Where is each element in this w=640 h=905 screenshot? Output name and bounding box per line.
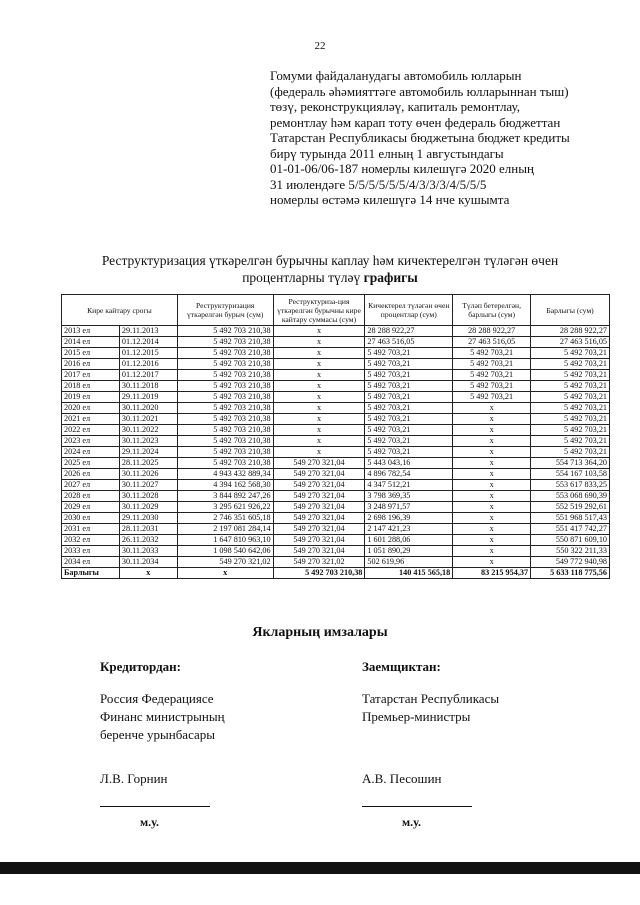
- row-debt: 2 197 081 284,14: [177, 524, 273, 535]
- table-row: [62, 392, 610, 403]
- row-total: 5 492 703,21: [531, 359, 610, 370]
- scan-edge-bar: [0, 862, 640, 874]
- heading-line-2-bold: графигы: [363, 270, 418, 285]
- row-total: 550 871 609,10: [531, 535, 610, 546]
- heading-line-2: [40, 269, 620, 286]
- row-repayment: 549 270 321,04: [273, 535, 365, 546]
- row-debt: 5 492 703 210,38: [177, 403, 273, 414]
- table-row: [62, 491, 610, 502]
- appendix-line: төзү, реконструкцияләү, капиталь ремонтлау,: [270, 99, 520, 114]
- row-debt: 5 492 703 210,38: [177, 425, 273, 436]
- row-repayment: x: [273, 436, 365, 447]
- row-debt: 549 270 321,02: [177, 557, 273, 568]
- row-date: 26.11.2032: [119, 535, 177, 546]
- row-debt: 1 647 810 963,10: [177, 535, 273, 546]
- row-interest: 5 492 703,21: [365, 359, 453, 370]
- table-row: [62, 370, 610, 381]
- row-date: 01.12.2015: [119, 348, 177, 359]
- appendix-line: ремонтлау һәм карап тоту өчен федераль бюджеттан: [270, 114, 561, 130]
- row-debt: 3 295 621 926,22: [177, 502, 273, 513]
- table-row: [62, 546, 610, 557]
- row-repayment: 549 270 321,04: [273, 491, 365, 502]
- schedule-heading: [40, 252, 620, 286]
- row-total: 554 167 103,58: [531, 469, 610, 480]
- borrower-signatory-name: А.В. Песошин: [362, 771, 442, 786]
- row-paid: x: [453, 447, 531, 458]
- row-interest: 3 248 971,57: [365, 502, 453, 513]
- row-repayment: x: [273, 392, 365, 403]
- row-debt: 5 492 703 210,38: [177, 414, 273, 425]
- appendix-line: бирү турында 2011 елның 1 августындагы: [270, 145, 504, 161]
- row-interest: 1 051 890,29: [365, 546, 453, 557]
- row-paid: x: [453, 546, 531, 557]
- row-year: 2029 ел: [62, 502, 120, 513]
- row-date: 01.12.2016: [119, 359, 177, 370]
- row-date: 29.11.2019: [119, 392, 177, 403]
- row-interest: 5 492 703,21: [365, 348, 453, 359]
- table-row: [62, 447, 610, 458]
- total-total: 5 633 118 775,56: [531, 568, 610, 579]
- row-date: 01.12.2014: [119, 337, 177, 348]
- header-term: Кире кайтару срогы: [62, 295, 178, 326]
- row-interest: 5 492 703,21: [365, 436, 453, 447]
- row-total: 5 492 703,21: [531, 370, 610, 381]
- row-repayment: x: [273, 425, 365, 436]
- row-date: 30.11.2034: [119, 557, 177, 568]
- row-date: 30.11.2021: [119, 414, 177, 425]
- row-debt: 5 492 703 210,38: [177, 337, 273, 348]
- table-row: [62, 557, 610, 568]
- row-year: 2013 ел: [62, 326, 120, 337]
- row-date: 28.11.2025: [119, 458, 177, 469]
- table-row: [62, 348, 610, 359]
- creditor-org-line: беренче урынбасары: [100, 727, 216, 742]
- borrower-org-line: Премьер-министры: [362, 709, 471, 724]
- row-total: 27 463 516,05: [531, 337, 610, 348]
- row-interest: 28 288 922,27: [365, 326, 453, 337]
- borrower-role: Заемщиктан:: [362, 659, 441, 674]
- row-year: 2014 ел: [62, 337, 120, 348]
- row-total: 5 492 703,21: [531, 348, 610, 359]
- row-paid: x: [453, 502, 531, 513]
- row-year: 2020 ел: [62, 403, 120, 414]
- row-total: 553 617 833,25: [531, 480, 610, 491]
- row-paid: x: [453, 458, 531, 469]
- total-repayment: 5 492 703 210,38: [273, 568, 365, 579]
- row-year: 2026 ел: [62, 469, 120, 480]
- header-repayment: Реструктуриза-ция үткәрелгән бурычны кире кайтару суммасы (сум): [273, 295, 365, 326]
- row-year: 2034 ел: [62, 557, 120, 568]
- borrower-signature-block: [362, 658, 602, 831]
- row-repayment: x: [273, 370, 365, 381]
- row-date: 01.12.2017: [119, 370, 177, 381]
- header-debt: Реструктуризация үткәрелгән бурыч (сум): [177, 295, 273, 326]
- total-interest: 140 415 565,18: [365, 568, 453, 579]
- table-header-row: [62, 295, 610, 326]
- appendix-note: [270, 68, 610, 208]
- row-paid: x: [453, 491, 531, 502]
- row-total: 5 492 703,21: [531, 392, 610, 403]
- row-paid: 27 463 516,05: [453, 337, 531, 348]
- row-total: 554 713 364,20: [531, 458, 610, 469]
- row-total: 549 772 940,98: [531, 557, 610, 568]
- appendix-line: 01-01-06/06-187 номерлы килешүгә 2020 елның: [270, 161, 534, 176]
- row-paid: x: [453, 436, 531, 447]
- creditor-signature-block: [100, 658, 320, 831]
- row-interest: 5 492 703,21: [365, 370, 453, 381]
- row-year: 2025 ел: [62, 458, 120, 469]
- header-interest: Кичектерел түләгән өчен процентлар (сум): [365, 295, 453, 326]
- row-total: 550 322 211,33: [531, 546, 610, 557]
- table-row: [62, 326, 610, 337]
- repayment-schedule-table: [61, 294, 610, 579]
- table-row: [62, 469, 610, 480]
- row-debt: 4 394 162 568,30: [177, 480, 273, 491]
- row-interest: 3 798 369,35: [365, 491, 453, 502]
- appendix-line: Гомуми файдаланудагы автомобиль юлларын: [270, 68, 522, 83]
- row-repayment: x: [273, 414, 365, 425]
- row-date: 30.11.2018: [119, 381, 177, 392]
- row-total: 5 492 703,21: [531, 414, 610, 425]
- row-date: 30.11.2028: [119, 491, 177, 502]
- row-debt: 4 943 432 889,34: [177, 469, 273, 480]
- row-interest: 5 492 703,21: [365, 381, 453, 392]
- row-date: 28.11.2031: [119, 524, 177, 535]
- row-repayment: 549 270 321,04: [273, 458, 365, 469]
- row-debt: 5 492 703 210,38: [177, 392, 273, 403]
- table-row: [62, 337, 610, 348]
- row-interest: 5 492 703,21: [365, 392, 453, 403]
- row-total: 551 417 742,27: [531, 524, 610, 535]
- borrower-org-line: Татарстан Республикасы: [362, 691, 500, 706]
- row-debt: 5 492 703 210,38: [177, 348, 273, 359]
- row-interest: 5 492 703,21: [365, 447, 453, 458]
- borrower-spacer: [362, 726, 602, 744]
- row-paid: x: [453, 414, 531, 425]
- row-paid: 5 492 703,21: [453, 348, 531, 359]
- row-date: 29.11.2030: [119, 513, 177, 524]
- row-date: 30.11.2026: [119, 469, 177, 480]
- row-year: 2027 ел: [62, 480, 120, 491]
- row-paid: x: [453, 557, 531, 568]
- row-total: 551 968 517,43: [531, 513, 610, 524]
- table-row: [62, 502, 610, 513]
- row-paid: x: [453, 425, 531, 436]
- row-paid: x: [453, 513, 531, 524]
- row-repayment: 549 270 321,04: [273, 546, 365, 557]
- row-year: 2016 ел: [62, 359, 120, 370]
- row-year: 2019 ел: [62, 392, 120, 403]
- row-year: 2024 ел: [62, 447, 120, 458]
- row-interest: 502 619,96: [365, 557, 453, 568]
- table-row: [62, 436, 610, 447]
- row-year: 2031 ел: [62, 524, 120, 535]
- row-year: 2030 ел: [62, 513, 120, 524]
- row-total: 552 519 292,61: [531, 502, 610, 513]
- row-paid: 28 288 922,27: [453, 326, 531, 337]
- table-row: [62, 513, 610, 524]
- heading-line-2-text: процентларны түләү: [242, 270, 364, 285]
- row-repayment: x: [273, 447, 365, 458]
- row-year: 2023 ел: [62, 436, 120, 447]
- row-year: 2015 ел: [62, 348, 120, 359]
- row-year: 2021 ел: [62, 414, 120, 425]
- row-repayment: x: [273, 381, 365, 392]
- row-interest: 4 347 512,21: [365, 480, 453, 491]
- row-total: 28 288 922,27: [531, 326, 610, 337]
- creditor-stamp-place: м.у.: [140, 815, 159, 829]
- row-paid: x: [453, 524, 531, 535]
- row-interest: 5 492 703,21: [365, 403, 453, 414]
- table-row: [62, 414, 610, 425]
- borrower-stamp-place: м.у.: [402, 815, 421, 829]
- row-year: 2018 ел: [62, 381, 120, 392]
- row-debt: 2 746 351 605,18: [177, 513, 273, 524]
- row-year: 2032 ел: [62, 535, 120, 546]
- row-paid: x: [453, 480, 531, 491]
- row-paid: 5 492 703,21: [453, 370, 531, 381]
- row-paid: 5 492 703,21: [453, 381, 531, 392]
- row-total: 5 492 703,21: [531, 447, 610, 458]
- row-date: 30.11.2022: [119, 425, 177, 436]
- creditor-org-line: Финанс министрының: [100, 709, 225, 724]
- row-interest: 5 492 703,21: [365, 414, 453, 425]
- signatures-title: Якларның имзалары: [252, 625, 388, 640]
- creditor-org-line: Россия Федерациясе: [100, 691, 214, 706]
- page-number: 22: [314, 40, 326, 52]
- total-date: x: [119, 568, 177, 579]
- row-total: 5 492 703,21: [531, 425, 610, 436]
- table-row: [62, 480, 610, 491]
- row-repayment: x: [273, 326, 365, 337]
- row-repayment: 549 270 321,02: [273, 557, 365, 568]
- row-year: 2022 ел: [62, 425, 120, 436]
- row-repayment: x: [273, 337, 365, 348]
- row-repayment: 549 270 321,04: [273, 480, 365, 491]
- row-debt: 5 492 703 210,38: [177, 381, 273, 392]
- row-repayment: 549 270 321,04: [273, 513, 365, 524]
- row-debt: 5 492 703 210,38: [177, 359, 273, 370]
- row-paid: x: [453, 469, 531, 480]
- row-interest: 5 492 703,21: [365, 425, 453, 436]
- row-date: 29.11.2013: [119, 326, 177, 337]
- header-paid-interest: Түләп бетерелгән, барлыгы (сум): [453, 295, 531, 326]
- row-repayment: 549 270 321,04: [273, 469, 365, 480]
- appendix-line: номерлы өстәмә килешүгә 14 нче кушымта: [270, 192, 510, 207]
- row-interest: 1 601 288,06: [365, 535, 453, 546]
- row-debt: 3 844 892 247,26: [177, 491, 273, 502]
- row-year: 2017 ел: [62, 370, 120, 381]
- appendix-line: 31 июлендәге 5/5/5/5/5/5/4/3/3/3/4/5/5/5: [270, 176, 487, 192]
- row-debt: 5 492 703 210,38: [177, 458, 273, 469]
- row-debt: 5 492 703 210,38: [177, 436, 273, 447]
- creditor-signatory-name: Л.В. Горнин: [100, 771, 168, 786]
- row-repayment: x: [273, 348, 365, 359]
- table-row: [62, 403, 610, 414]
- row-year: 2033 ел: [62, 546, 120, 557]
- table-row: [62, 524, 610, 535]
- row-date: 30.11.2020: [119, 403, 177, 414]
- row-year: 2028 ел: [62, 491, 120, 502]
- table-row: [62, 359, 610, 370]
- row-interest: 27 463 516,05: [365, 337, 453, 348]
- row-debt: 5 492 703 210,38: [177, 370, 273, 381]
- row-date: 30.11.2027: [119, 480, 177, 491]
- borrower-signature-line: [362, 796, 472, 807]
- row-repayment: 549 270 321,04: [273, 502, 365, 513]
- row-paid: x: [453, 535, 531, 546]
- appendix-line: (федераль әһәмияттәге автомобиль юлларыннан тыш): [270, 83, 569, 99]
- row-date: 30.11.2023: [119, 436, 177, 447]
- row-interest: 2 147 421,23: [365, 524, 453, 535]
- row-date: 30.11.2033: [119, 546, 177, 557]
- heading-line-1: Реструктуризация үткәрелгән бурычны каплау һәм кичектерелгән түләгән өчен: [101, 253, 559, 268]
- creditor-role: Кредитордан:: [100, 659, 181, 674]
- row-date: 29.11.2024: [119, 447, 177, 458]
- row-paid: x: [453, 403, 531, 414]
- row-paid: 5 492 703,21: [453, 392, 531, 403]
- appendix-line: Татарстан Республикасы бюджетына бюджет кредиты: [270, 130, 570, 145]
- total-paid: 83 215 954,37: [453, 568, 531, 579]
- row-repayment: x: [273, 403, 365, 414]
- row-debt: 1 098 540 642,06: [177, 546, 273, 557]
- table-row: [62, 425, 610, 436]
- row-date: 30.11.2029: [119, 502, 177, 513]
- creditor-signature-line: [100, 796, 210, 807]
- row-debt: 5 492 703 210,38: [177, 326, 273, 337]
- row-total: 553 068 690,39: [531, 491, 610, 502]
- row-total: 5 492 703,21: [531, 403, 610, 414]
- row-interest: 2 698 196,39: [365, 513, 453, 524]
- table-row: [62, 535, 610, 546]
- total-debt: x: [177, 568, 273, 579]
- row-total: 5 492 703,21: [531, 436, 610, 447]
- table-body: [62, 326, 610, 579]
- header-total: Барлыгы (сум): [531, 295, 610, 326]
- row-repayment: 549 270 321,04: [273, 524, 365, 535]
- row-interest: 5 443 043,16: [365, 458, 453, 469]
- row-interest: 4 896 782,54: [365, 469, 453, 480]
- table-row: [62, 458, 610, 469]
- total-label: Барлыгы: [62, 568, 120, 579]
- row-repayment: x: [273, 359, 365, 370]
- table-row: [62, 381, 610, 392]
- table-total-row: [62, 568, 610, 579]
- row-debt: 5 492 703 210,38: [177, 447, 273, 458]
- row-total: 5 492 703,21: [531, 381, 610, 392]
- row-paid: 5 492 703,21: [453, 359, 531, 370]
